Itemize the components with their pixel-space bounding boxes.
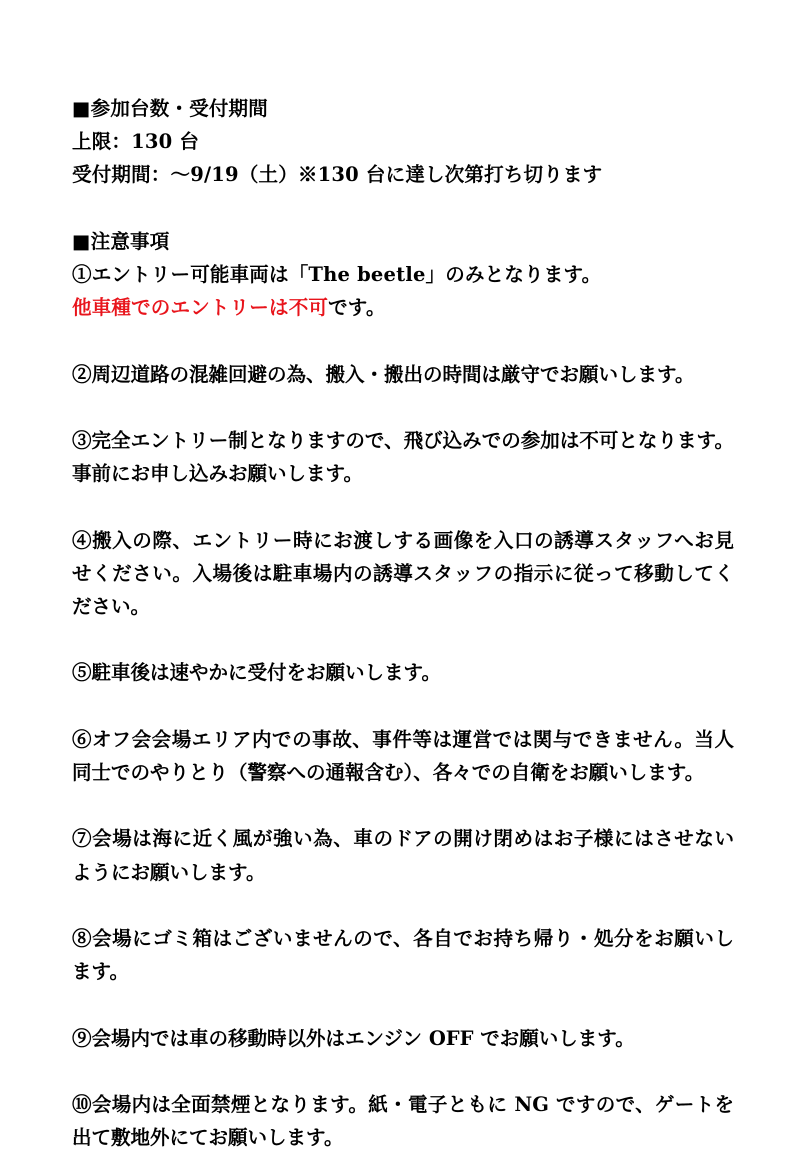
note-3: ③完全エントリー制となりますので、飛び込みでの参加は不可となります。事前にお申し込みお願いします。: [72, 428, 734, 486]
note-9: ⑨会場内では車の移動時以外はエンジン OFF でお願いします。: [72, 1026, 635, 1050]
note-6: ⑥オフ会会場エリア内での事故、事件等は運営では関与できません。当人同士でのやりとり（警察への通報含む）、各々での自衛をお願いします。: [72, 727, 734, 784]
note-7: ⑦会場は海に近く風が強い為、車のドアの開け閉めはお子様にはさせないようにお願いします。: [72, 827, 734, 884]
note-4: ④搬入の際、エントリー時にお渡しする画像を入口の誘導スタッフへお見せください。入場後は駐車場内の誘導スタッフの指示に従って移動してください。: [72, 528, 734, 618]
spacer: [72, 789, 734, 822]
note-2: ②周辺道路の混雑回避の為、搬入・搬出の時間は厳守でお願いします。: [72, 362, 695, 386]
entry-limit: 上限：130 台: [72, 130, 200, 154]
note-1-warning: 他車種でのエントリーは不可: [72, 296, 329, 320]
note-1-warning-suffix: です。: [328, 296, 386, 320]
note-5: ⑤駐車後は速やかに受付をお願いします。: [72, 661, 441, 685]
spacer: [72, 324, 734, 357]
spacer: [72, 988, 734, 1021]
spacer: [72, 490, 734, 523]
notes-section: [72, 225, 734, 1154]
spacer: [72, 1055, 734, 1088]
document-page: [72, 92, 734, 1154]
spacer: [72, 391, 734, 424]
spacer: [72, 690, 734, 723]
note-8: ⑧会場にゴミ箱はございませんので、各自でお持ち帰り・処分をお願いします。: [72, 926, 734, 984]
note-10: ⑩会場内は全面禁煙となります。紙・電子ともに NG ですので、ゲートを出て敷地外にてお願いします。: [72, 1092, 734, 1150]
note-1: [72, 258, 734, 324]
entry-section: [72, 92, 734, 192]
entry-heading: ■参加台数・受付期間: [72, 97, 268, 120]
notes-heading: ■注意事項: [72, 229, 170, 253]
spacer: [72, 889, 734, 922]
note-1-text: ①エントリー可能車両は「The beetle」のみとなります。: [72, 263, 602, 286]
note-1-warning-line: [72, 291, 734, 324]
spacer: [72, 623, 734, 656]
entry-period: 受付期間：～9/19（土）※130 台に達し次第打ち切ります: [72, 163, 603, 187]
spacer: [72, 192, 734, 225]
